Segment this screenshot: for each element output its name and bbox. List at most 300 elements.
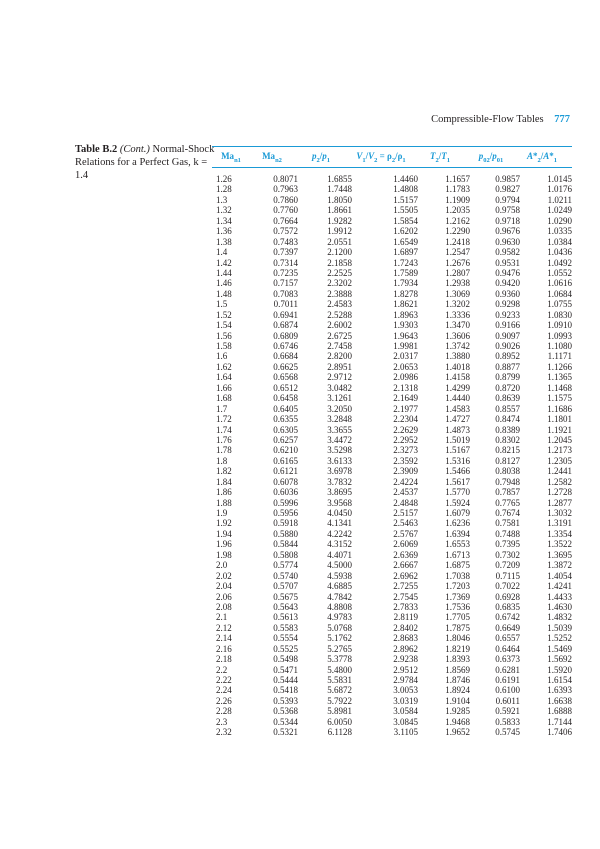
table-cell: 0.6405 [273, 403, 298, 414]
table-row [212, 289, 572, 299]
table-row [212, 539, 572, 549]
table-cell: 5.6872 [327, 685, 352, 696]
table-row [212, 205, 572, 215]
table-cell: 2.1858 [327, 257, 352, 268]
table-cell: 1.7448 [327, 184, 352, 195]
table-cell: 1.6855 [327, 174, 352, 184]
table-cell: 1.7369 [445, 591, 470, 602]
table-cell: 0.6165 [273, 455, 298, 466]
table-cell: 1.6638 [547, 695, 572, 706]
table-cell: 0.7483 [273, 236, 298, 247]
table-cell: 2.4848 [393, 497, 418, 508]
table-cell: 1.86 [216, 487, 232, 498]
header-ma2: $Ma_{n2}$ [262, 150, 282, 164]
table-cell: 2.14 [216, 633, 232, 644]
header-ma1: $Ma_{n1}$ [221, 150, 241, 164]
table-cell: 1.1080 [547, 341, 572, 351]
table-cell: 0.8799 [495, 372, 520, 383]
table-cell: 0.7157 [273, 278, 298, 289]
table-row [212, 247, 572, 257]
table-cell: 3.0053 [393, 685, 418, 696]
table-cell: 1.4727 [445, 414, 470, 425]
table-cell: 5.0768 [327, 622, 352, 633]
table-cell: 1.9 [216, 508, 228, 518]
table-cell: 0.9582 [495, 247, 520, 258]
table-cell: 1.6079 [445, 508, 470, 518]
table-row [212, 560, 572, 570]
table-row [212, 592, 572, 602]
table-cell: 1.98 [216, 549, 232, 560]
table-cell: 0.9476 [495, 267, 520, 278]
table-cell: 1.7243 [393, 257, 418, 268]
table-row [212, 518, 572, 528]
table-cell: 0.5675 [273, 591, 298, 602]
table-cell: 0.6011 [495, 695, 520, 706]
table-cell: 0.7760 [273, 205, 298, 216]
table-cell: 1.3522 [547, 539, 572, 550]
table-cell: 1.88 [216, 497, 232, 508]
table-cell: 0.6941 [273, 309, 298, 320]
table-cell: 6.0050 [327, 716, 352, 727]
table-cell: 0.5583 [273, 622, 298, 633]
table-cell: 0.5740 [273, 570, 298, 581]
table-cell: 4.1341 [327, 518, 352, 529]
table-row [212, 550, 572, 560]
table-cell: 0.6557 [495, 633, 520, 644]
table-cell: 2.24 [216, 685, 232, 696]
table-cell: 1.36 [216, 226, 232, 237]
table-cell: 1.6394 [445, 528, 470, 539]
table-cell: 0.6036 [273, 487, 298, 498]
table-cell: 0.9827 [495, 184, 520, 195]
table-cell: 0.5554 [273, 633, 298, 644]
table-cell: 0.6191 [495, 675, 520, 685]
table-cell: 2.1649 [393, 393, 418, 404]
table-cell: 1.6154 [547, 675, 572, 685]
table-cell: 1.2045 [547, 434, 572, 445]
table-row [212, 508, 572, 518]
table-cell: 2.7545 [393, 591, 418, 602]
table-cell: 0.5344 [273, 716, 298, 727]
table-cell: 2.9712 [327, 372, 352, 383]
table-cell: 2.8951 [327, 361, 352, 372]
table-cell: 2.4537 [393, 487, 418, 498]
table-cell: 0.6746 [273, 341, 298, 351]
table-cell: 1.8050 [327, 194, 352, 205]
table-cell: 2.32 [216, 727, 232, 738]
table-cell: 1.2418 [445, 236, 470, 247]
table-cell: 0.9026 [495, 341, 520, 351]
table-cell: 4.2242 [327, 528, 352, 539]
table-cell: 0.8127 [495, 455, 520, 466]
table-cell: 1.3069 [445, 288, 470, 299]
table-cell: 1.5252 [547, 633, 572, 644]
table-cell: 0.5444 [273, 675, 298, 685]
table-cell: 0.7963 [273, 184, 298, 195]
table-row [212, 612, 572, 622]
table-cell: 0.7857 [495, 487, 520, 498]
table-cell: 1.44 [216, 267, 232, 278]
table-cell: 1.8219 [445, 643, 470, 654]
table-cell: 2.7458 [327, 341, 352, 351]
table-cell: 0.7011 [273, 299, 298, 310]
table-cell: 3.2848 [327, 414, 352, 425]
table-cell: 0.6281 [495, 664, 520, 675]
table-row [212, 310, 572, 320]
table-cell: 0.5707 [273, 581, 298, 592]
table-cell: 1.0335 [547, 226, 572, 237]
table-cell: 2.3909 [393, 466, 418, 477]
table-cell: 0.5613 [273, 612, 298, 623]
table-cell: 3.3655 [327, 424, 352, 435]
table-row [212, 268, 572, 278]
table-cell: 2.6002 [327, 320, 352, 331]
table-row [212, 216, 572, 226]
table-cell: 1.8661 [327, 205, 352, 216]
table-row [212, 717, 572, 727]
table-cell: 1.0249 [547, 205, 572, 216]
table-cell: 5.8981 [327, 706, 352, 717]
table-cell: 5.7922 [327, 695, 352, 706]
table-cell: 3.9568 [327, 497, 352, 508]
table-cell: 0.8038 [495, 466, 520, 477]
table-cell: 1.2035 [445, 205, 470, 216]
table-cell: 1.68 [216, 393, 232, 404]
table-cont: (Cont.) [119, 144, 150, 155]
table-cell: 0.9630 [495, 236, 520, 247]
table-cell: 1.8621 [393, 299, 418, 310]
table-cell: 1.7875 [445, 622, 470, 633]
table-cell: 2.8683 [393, 633, 418, 644]
table-cell: 3.7832 [327, 476, 352, 487]
table-row [212, 602, 572, 612]
table-cell: 1.7144 [547, 716, 572, 727]
table-cell: 1.4583 [445, 403, 470, 414]
table-cell: 0.8877 [495, 361, 520, 372]
table-cell: 0.7674 [495, 508, 520, 518]
table-cell: 0.6835 [495, 601, 520, 612]
table-cell: 1.4808 [393, 184, 418, 195]
table-cell: 2.6962 [393, 570, 418, 581]
table-cell: 0.8474 [495, 414, 520, 425]
table-cell: 0.9233 [495, 309, 520, 320]
table-cell: 1.4018 [445, 361, 470, 372]
table-cell: 0.6742 [495, 612, 520, 623]
table-cell: 0.9794 [495, 194, 520, 205]
table-title: Normal-Shock Relations for a Perfect Gas, k = 1.4 [75, 144, 215, 181]
table-cell: 0.6625 [273, 361, 298, 372]
table-cell: 0.9360 [495, 288, 520, 299]
table-cell: 1.3606 [445, 330, 470, 341]
table-cell: 2.06 [216, 591, 232, 602]
table-cell: 0.7083 [273, 288, 298, 299]
table-cell: 1.3202 [445, 299, 470, 310]
table-cell: 0.6355 [273, 414, 298, 425]
table-cell: 0.6512 [273, 382, 298, 393]
table-cell: 2.1318 [393, 382, 418, 393]
table-header [212, 147, 572, 167]
table-row [212, 665, 572, 675]
table-cell: 1.3470 [445, 320, 470, 331]
table-cell: 4.9783 [327, 612, 352, 623]
table-cell: 0.5321 [273, 727, 298, 738]
table-row [212, 696, 572, 706]
table-cell: 2.9784 [393, 675, 418, 685]
table-cell: 0.9420 [495, 278, 520, 289]
table-cell: 1.54 [216, 320, 232, 331]
table-row [212, 425, 572, 435]
table-cell: 1.6549 [393, 236, 418, 247]
table-cell: 2.6667 [393, 560, 418, 571]
table-cell: 2.1977 [393, 403, 418, 414]
table-row [212, 278, 572, 288]
table-cell: 1.1575 [547, 393, 572, 404]
table-cell: 1.0684 [547, 288, 572, 299]
table-cell: 2.9238 [393, 654, 418, 665]
table-cell: 1.6888 [547, 706, 572, 717]
table-cell: 2.5463 [393, 518, 418, 529]
table-row [212, 351, 572, 361]
table-row [212, 581, 572, 591]
table-cell: 0.7115 [495, 570, 520, 581]
table-row [212, 320, 572, 330]
table-cell: 0.5833 [495, 716, 520, 727]
table-cell: 0.6257 [273, 434, 298, 445]
table-row [212, 445, 572, 455]
table-cell: 0.9166 [495, 320, 520, 331]
table-cell: 1.2582 [547, 476, 572, 487]
table-cell: 0.8215 [495, 445, 520, 456]
table-cell: 1.4832 [547, 612, 572, 623]
table-cell: 1.58 [216, 341, 232, 351]
table-cell: 1.1921 [547, 424, 572, 435]
table-cell: 3.6978 [327, 466, 352, 477]
table-cell: 0.6649 [495, 622, 520, 633]
table-cell: 1.4873 [445, 424, 470, 435]
table-cell: 1.5157 [393, 194, 418, 205]
table-row [212, 685, 572, 695]
table-cell: 2.0317 [393, 351, 418, 362]
table-cell: 2.6725 [327, 330, 352, 341]
table-cell: 1.7038 [445, 570, 470, 581]
table-cell: 1.2547 [445, 247, 470, 258]
table-cell: 0.5808 [273, 549, 298, 560]
table-cell: 1.5924 [445, 497, 470, 508]
table-cell: 3.0584 [393, 706, 418, 717]
table-cell: 1.48 [216, 288, 232, 299]
table-cell: 2.3 [216, 716, 228, 727]
table-cell: 1.5505 [393, 205, 418, 216]
table-cell: 2.4583 [327, 299, 352, 310]
table-cell: 1.96 [216, 539, 232, 550]
table-cell: 3.1105 [393, 727, 418, 738]
table-row [212, 529, 572, 539]
table-cell: 1.76 [216, 434, 232, 445]
table-row [212, 393, 572, 403]
table-cell: 6.1128 [327, 727, 352, 738]
running-head [431, 114, 570, 125]
table-cell: 2.7833 [393, 601, 418, 612]
table-cell: 2.5288 [327, 309, 352, 320]
table-cell: 0.5471 [273, 664, 298, 675]
table-cell: 1.6393 [547, 685, 572, 696]
table-cell: 0.6684 [273, 351, 298, 362]
table-cell: 1.0145 [547, 174, 572, 184]
table-cell: 1.5 [216, 299, 228, 310]
table-cell: 1.2676 [445, 257, 470, 268]
table-cell: 1.4433 [547, 591, 572, 602]
table-cell: 1.3 [216, 194, 228, 205]
table-row [212, 727, 572, 737]
table-cell: 1.0755 [547, 299, 572, 310]
table-cell: 4.8808 [327, 601, 352, 612]
table-cell: 0.5643 [273, 601, 298, 612]
table-cell: 1.94 [216, 528, 232, 539]
table-cell: 1.7203 [445, 581, 470, 592]
table-cell: 3.2050 [327, 403, 352, 414]
table-row [212, 623, 572, 633]
table-cell: 0.5745 [495, 727, 520, 738]
table-cell: 2.26 [216, 695, 232, 706]
table-cell: 1.0616 [547, 278, 572, 289]
table-cell: 0.9718 [495, 215, 520, 226]
table-row [212, 299, 572, 309]
header-area-ratio: $A*_2/A*_1$ [526, 150, 558, 164]
table-cell: 1.6202 [393, 226, 418, 237]
table-row [212, 414, 572, 424]
table-cell: 1.82 [216, 466, 232, 477]
table-cell: 1.52 [216, 309, 232, 320]
table-cell: 5.4800 [327, 664, 352, 675]
table-row [212, 466, 572, 476]
table-cell: 1.5469 [547, 643, 572, 654]
table-cell: 0.6464 [495, 643, 520, 654]
table-cell: 2.3592 [393, 455, 418, 466]
table-row [212, 477, 572, 487]
table-row [212, 331, 572, 341]
table-cell: 1.2807 [445, 267, 470, 278]
table-cell: 1.84 [216, 476, 232, 487]
table-cell: 2.5157 [393, 508, 418, 518]
table-cell: 1.9104 [445, 695, 470, 706]
table-row [212, 487, 572, 497]
table-cell: 1.4440 [445, 393, 470, 404]
table-cell: 2.6369 [393, 549, 418, 560]
table-cell: 1.3695 [547, 549, 572, 560]
table-cell: 0.8639 [495, 393, 520, 404]
table-cell: 1.8 [216, 455, 228, 466]
table-cell: 1.1686 [547, 403, 572, 414]
table-cell: 5.2765 [327, 643, 352, 654]
table-cell: 1.7406 [547, 727, 572, 738]
table-row [212, 706, 572, 716]
table-cell: 2.8402 [393, 622, 418, 633]
running-head-title: Compressible-Flow Tables [431, 114, 544, 125]
table-cell: 1.2290 [445, 226, 470, 237]
table-cell: 1.0290 [547, 215, 572, 226]
table-row [212, 654, 572, 664]
table-cell: 2.5767 [393, 528, 418, 539]
table-body [212, 168, 572, 738]
table-cell: 4.4071 [327, 549, 352, 560]
table-cell: 1.1171 [547, 351, 572, 362]
table-cell: 1.2162 [445, 215, 470, 226]
table-row [212, 341, 572, 351]
table-cell: 2.4224 [393, 476, 418, 487]
table-cell: 1.3191 [547, 518, 572, 529]
table-cell: 0.5774 [273, 560, 298, 571]
table-cell: 1.0993 [547, 330, 572, 341]
table-cell: 1.9643 [393, 330, 418, 341]
table-row [212, 184, 572, 194]
table-cell: 0.8720 [495, 382, 520, 393]
table-cell: 0.7488 [495, 528, 520, 539]
table-cell: 1.7589 [393, 267, 418, 278]
table-cell: 0.7572 [273, 226, 298, 237]
table-cell: 2.8119 [393, 612, 418, 623]
table-cell: 2.02 [216, 570, 232, 581]
table-cell: 0.6874 [273, 320, 298, 331]
table-cell: 1.6875 [445, 560, 470, 571]
table-cell: 5.3778 [327, 654, 352, 665]
table-row [212, 195, 572, 205]
table-cell: 2.0986 [393, 372, 418, 383]
table-cell: 1.0830 [547, 309, 572, 320]
table-cell: 1.32 [216, 205, 232, 216]
table-row [212, 404, 572, 414]
table-cell: 0.6078 [273, 476, 298, 487]
table-cell: 1.7934 [393, 278, 418, 289]
table-cell: 2.12 [216, 622, 232, 633]
table-cell: 2.2 [216, 664, 228, 675]
table-cell: 2.28 [216, 706, 232, 717]
table-cell: 1.4241 [547, 581, 572, 592]
table-cell: 2.22 [216, 675, 232, 685]
table-cell: 1.92 [216, 518, 232, 529]
table-cell: 1.46 [216, 278, 232, 289]
table-cell: 1.34 [216, 215, 232, 226]
shock-table [212, 146, 572, 738]
table-cell: 0.5844 [273, 539, 298, 550]
table-row [212, 258, 572, 268]
table-cell: 0.5956 [273, 508, 298, 518]
table-cell: 1.8278 [393, 288, 418, 299]
table-cell: 1.4630 [547, 601, 572, 612]
table-cell: 1.0211 [547, 194, 572, 205]
table-cell: 3.8695 [327, 487, 352, 498]
table-cell: 3.0319 [393, 695, 418, 706]
table-cell: 0.6928 [495, 591, 520, 602]
table-cell: 0.7765 [495, 497, 520, 508]
table-cell: 1.9652 [445, 727, 470, 738]
table-cell: 1.9282 [327, 215, 352, 226]
table-cell: 1.2305 [547, 455, 572, 466]
table-cell: 4.7842 [327, 591, 352, 602]
table-cell: 1.3336 [445, 309, 470, 320]
table-cell: 1.7536 [445, 601, 470, 612]
table-row [212, 174, 572, 184]
table-cell: 1.74 [216, 424, 232, 435]
table-cell: 5.5831 [327, 675, 352, 685]
table-cell: 0.6458 [273, 393, 298, 404]
table-cell: 2.1 [216, 612, 228, 623]
table-cell: 1.8569 [445, 664, 470, 675]
table-row [212, 237, 572, 247]
table-cell: 0.5921 [495, 706, 520, 717]
table-cell: 1.72 [216, 414, 232, 425]
table-cell: 1.0384 [547, 236, 572, 247]
table-row [212, 644, 572, 654]
